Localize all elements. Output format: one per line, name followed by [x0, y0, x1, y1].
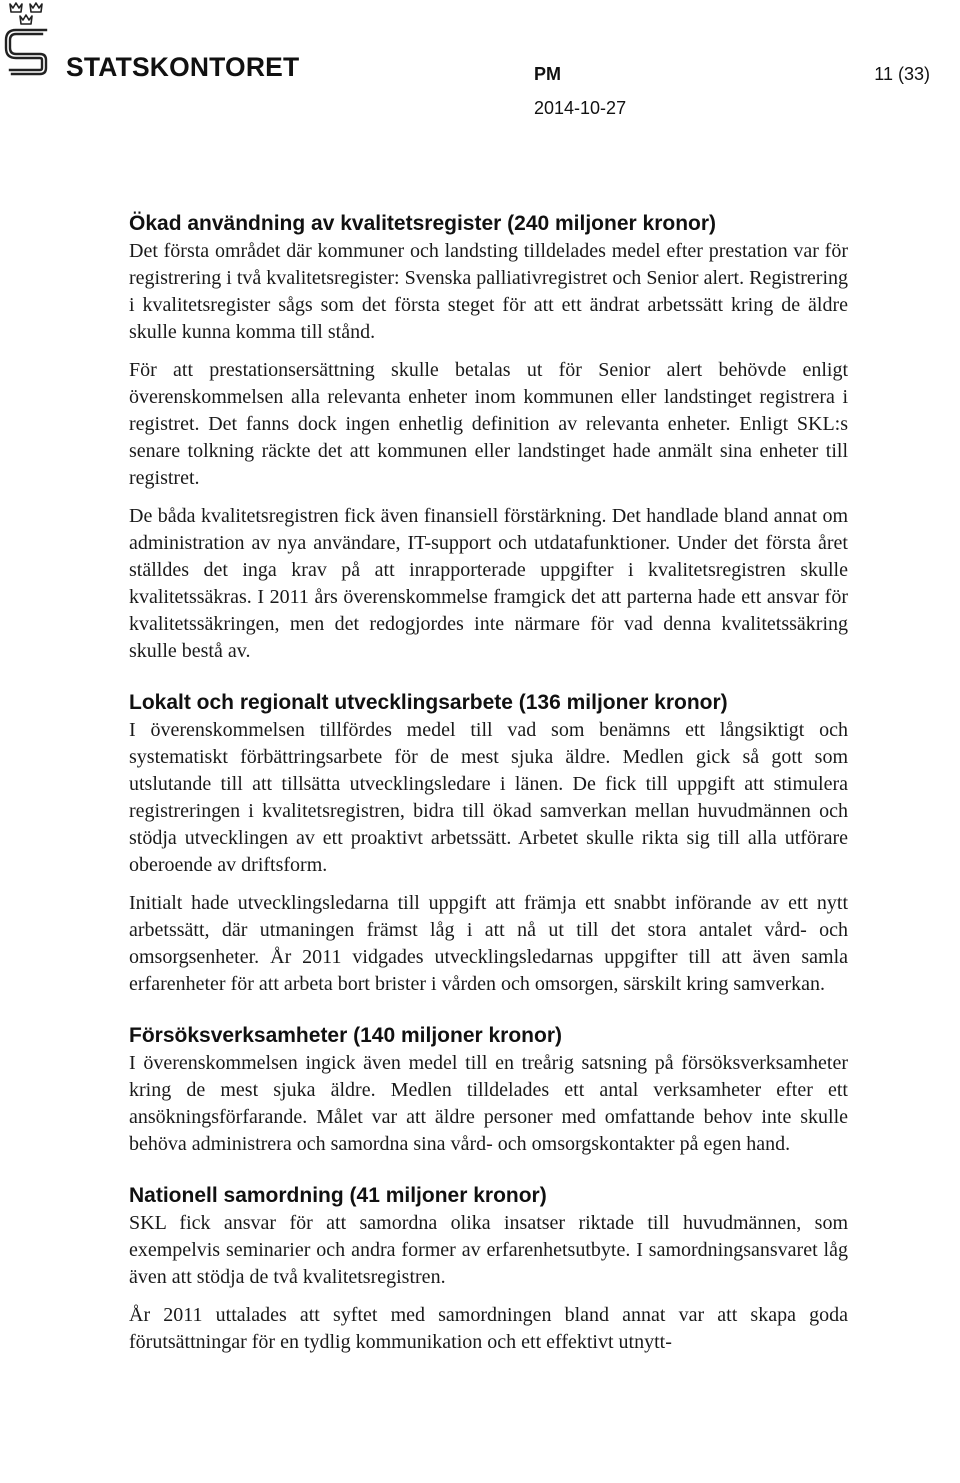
paragraph: I överenskommelsen tillfördes medel till vad som benämns ett långsiktigt och systematiskt förbättringsarbete för de mest sjuka äldre. Medlen gick så gott som utslutande till att tillsätta utvecklingsledare i länen. De fick till uppgift att stimulera registreringen i kvalitetsregistren, bidra till ökad samverkan mellan huvudmännen och stödja utvecklingen av ett proaktivt arbetssätt. Arbetet skulle rikta sig till alla utförare oberoende av driftsform.	[129, 719, 848, 876]
statskontoret-logo-text: STATSKONTORET	[66, 52, 300, 82]
paragraph: Initialt hade utvecklingsledarna till uppgift att främja ett snabbt införande av ett nytt arbetssätt, där utmaningen främst låg i att nå ut till det stora antalet vård- och omsorgsenheter. År 2011 vidgades utvecklingsledarnas uppgifter till att även samla erfarenheter för att arbeta bort brister i vården och omsorgen, särskilt kring samverkan.	[129, 892, 848, 995]
section-heading: Försöksverksamheter (140 miljoner kronor)	[129, 1024, 563, 1047]
paragraph: De båda kvalitetsregistren fick även finansiell förstärkning. Det handlade bland annat om administration av nya användare, IT-support och utdatafunktioner. Under det första året ställdes det inga krav på att inrapporterade uppgifter i kvalitetsregistren skulle kvalitetssäkras. I 2011 års överenskommelse framgick det att parterna hade ett ansvar för kvalitetssäkringen, men det redogjordes inte närmare för vad denna kvalitetssäkring skulle bestå av.	[129, 505, 848, 662]
crowns-s-logo-icon	[2, 0, 54, 82]
section-heading: Lokalt och regionalt utvecklingsarbete (136 miljoner kronor)	[129, 691, 728, 714]
document-body	[129, 210, 848, 1356]
section-nationell-samordning	[129, 1182, 848, 1356]
section-kvalitetsregister	[129, 210, 848, 665]
paragraph: För att prestationsersättning skulle betalas ut för Senior alert behövde enligt överenskommelsen alla relevanta enheter inom kommunen eller landstinget registrera i registret. Det fanns dock ingen enhetlig definition av relevanta enheter. Enligt SKL:s senare tolkning räckte det att kommunen eller landstinget hade anmält sina enheter till registret.	[129, 359, 848, 489]
document-date: 2014-10-27	[534, 98, 627, 118]
document-type: PM	[534, 64, 561, 84]
paragraph: SKL fick ansvar för att samordna olika insatser riktade till huvudmännen, som exempelvis seminarier och andra former av erfarenhetsutbyte. I samordningsansvaret låg även att stödja de två kvalitetsregistren.	[129, 1212, 848, 1288]
paragraph: I överenskommelsen ingick även medel till en treårig satsning på försöksverksamheter kring de mest sjuka äldre. Medlen tilldelades ett antal verksamheter efter ett ansökningsförfarande. Målet var att äldre personer med omfattande behov inte skulle behöva administrera och samordna sina vård- och omsorgskontakter på egen hand.	[129, 1052, 848, 1155]
paragraph: År 2011 uttalades att syftet med samordningen bland annat var att skapa goda förutsättningar för en tydlig kommunikation och ett effektivt utnytt-	[129, 1304, 848, 1353]
section-utvecklingsarbete	[129, 689, 848, 998]
section-forsoksverksamheter	[129, 1022, 848, 1158]
page-number: 11 (33)	[874, 64, 930, 84]
paragraph: Det första området där kommuner och landsting tilldelades medel efter prestation var för registrering i två kvalitetsregister: Svenska palliativregistret och Senior alert. Registrering i kvalitetsregister sågs som det första steget för att ett ändrat arbetssätt kring de äldre skulle kunna komma till stånd.	[129, 240, 848, 343]
section-heading: Ökad användning av kvalitetsregister (240 miljoner kronor)	[129, 212, 717, 235]
section-heading: Nationell samordning (41 miljoner kronor)	[129, 1184, 547, 1207]
page-header	[0, 0, 960, 125]
